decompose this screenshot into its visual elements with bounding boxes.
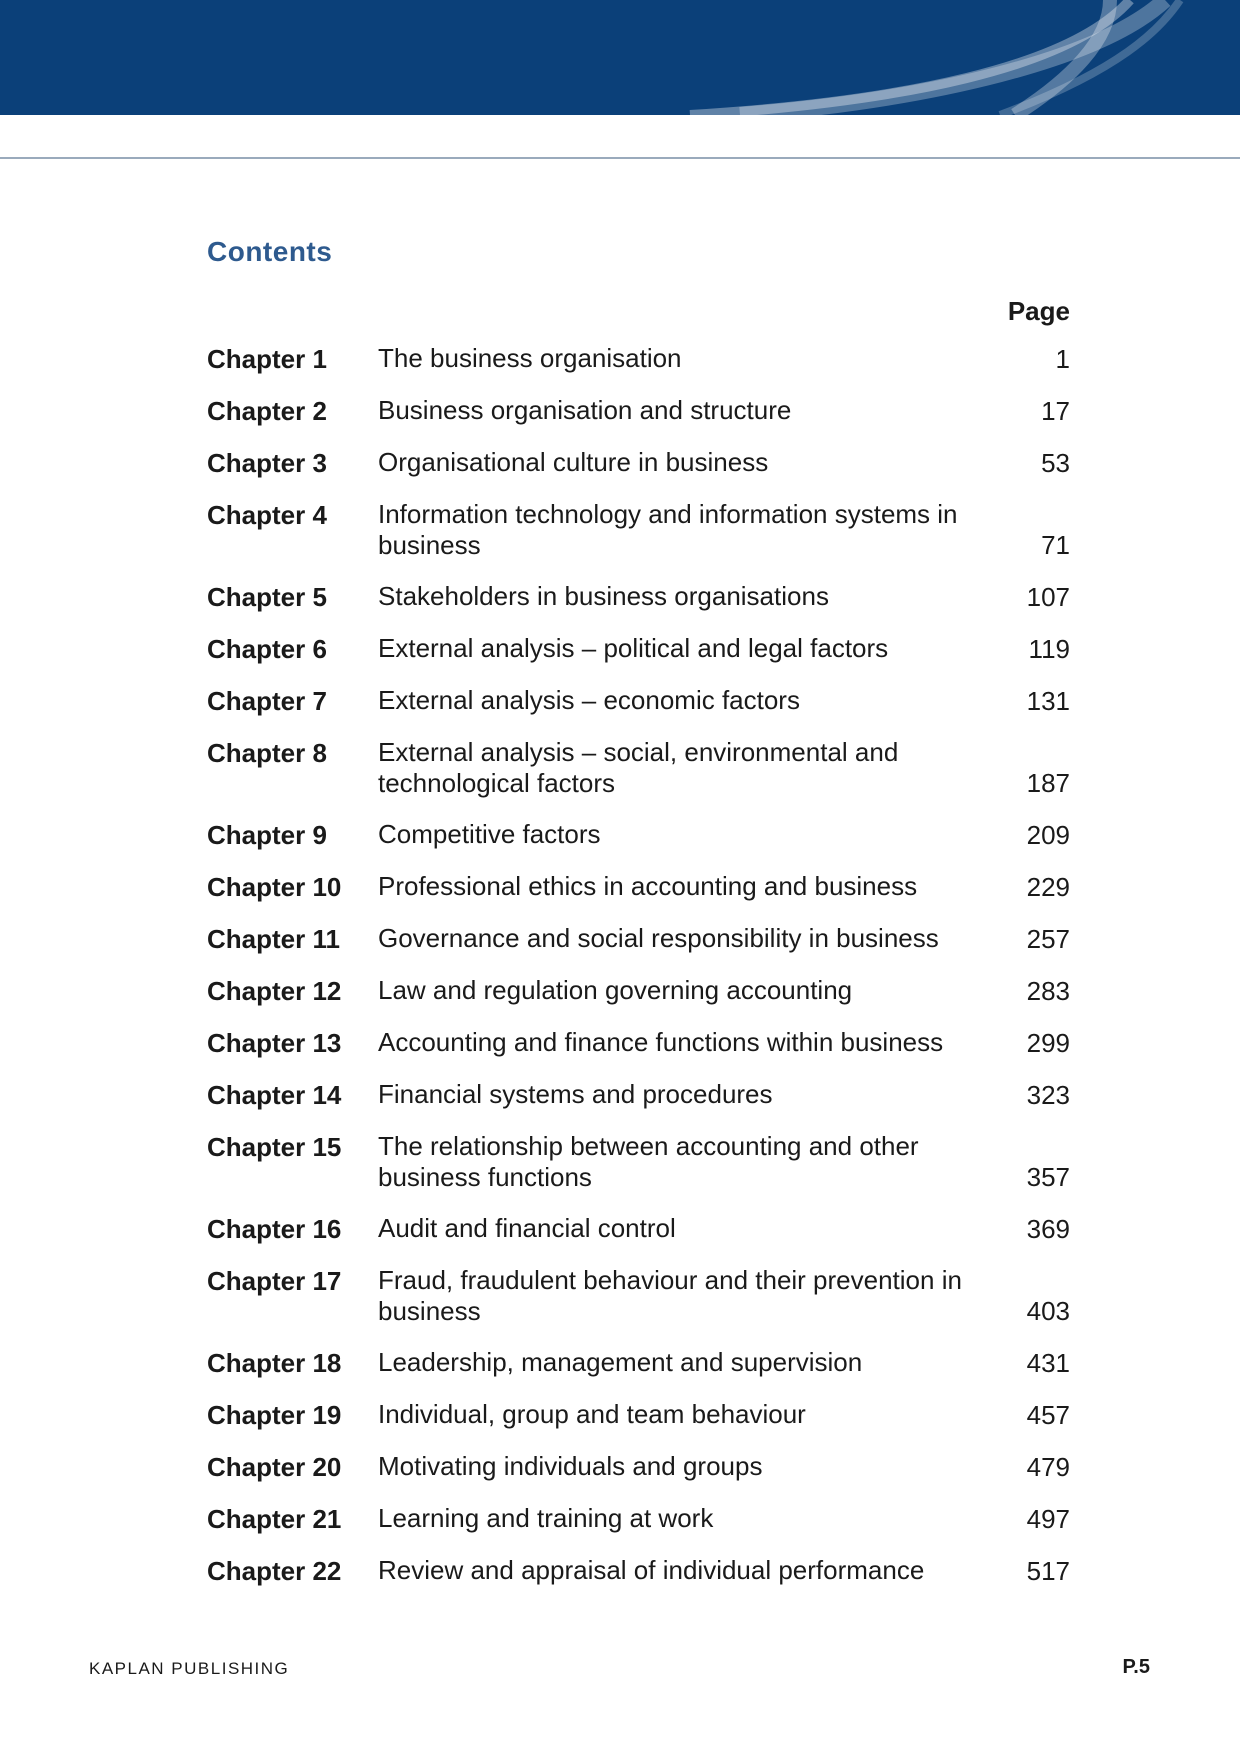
toc-chapter-label: Chapter 16 xyxy=(207,1214,342,1244)
toc-entry[interactable] xyxy=(207,343,1070,375)
toc-chapter-title: Competitive factors xyxy=(378,819,601,849)
toc-entry[interactable] xyxy=(207,499,1070,561)
toc-chapter-title: Learning and training at work xyxy=(378,1503,714,1533)
toc-chapter-title: Governance and social responsibility in business xyxy=(378,923,939,953)
toc-chapter-label: Chapter 7 xyxy=(207,686,327,716)
toc-chapter-label: Chapter 22 xyxy=(207,1556,342,1586)
table-of-contents xyxy=(207,343,1070,1607)
toc-chapter-label: Chapter 9 xyxy=(207,820,327,850)
toc-page-number: 209 xyxy=(1026,820,1070,850)
toc-chapter-label: Chapter 4 xyxy=(207,500,327,530)
toc-entry[interactable] xyxy=(207,1503,1070,1535)
toc-page-number: 431 xyxy=(1026,1348,1070,1378)
toc-chapter-label: Chapter 21 xyxy=(207,1504,342,1534)
toc-entry[interactable] xyxy=(207,1347,1070,1379)
toc-page-number: 1 xyxy=(1055,344,1070,374)
toc-chapter-title: External analysis – social, environmental and technological factors xyxy=(378,737,899,798)
toc-entry[interactable] xyxy=(207,633,1070,665)
toc-chapter-title: Audit and financial control xyxy=(378,1213,676,1243)
toc-chapter-title: Business organisation and structure xyxy=(378,395,792,425)
toc-chapter-label: Chapter 1 xyxy=(207,344,327,374)
toc-page-number: 403 xyxy=(1026,1296,1070,1326)
toc-chapter-title: Law and regulation governing accounting xyxy=(378,975,853,1005)
toc-chapter-title: Accounting and finance functions within business xyxy=(378,1027,944,1057)
toc-page-number: 497 xyxy=(1026,1504,1070,1534)
toc-chapter-label: Chapter 12 xyxy=(207,976,342,1006)
toc-chapter-label: Chapter 20 xyxy=(207,1452,342,1482)
toc-chapter-title: Motivating individuals and groups xyxy=(378,1451,763,1481)
toc-chapter-title: Individual, group and team behaviour xyxy=(378,1399,806,1429)
toc-entry[interactable] xyxy=(207,1555,1070,1587)
toc-entry[interactable] xyxy=(207,1451,1070,1483)
toc-page-number: 229 xyxy=(1026,872,1070,902)
toc-page-number: 131 xyxy=(1026,686,1070,716)
toc-chapter-label: Chapter 15 xyxy=(207,1132,342,1162)
toc-page-number: 257 xyxy=(1026,924,1070,954)
toc-chapter-label: Chapter 13 xyxy=(207,1028,342,1058)
toc-chapter-label: Chapter 17 xyxy=(207,1266,342,1296)
toc-entry[interactable] xyxy=(207,871,1070,903)
toc-entry[interactable] xyxy=(207,395,1070,427)
footer-page-number: P.5 xyxy=(1122,1656,1150,1678)
header-banner xyxy=(0,0,1240,115)
toc-page-number: 357 xyxy=(1026,1162,1070,1192)
toc-chapter-label: Chapter 18 xyxy=(207,1348,342,1378)
toc-page-number: 119 xyxy=(1028,634,1070,664)
toc-entry[interactable] xyxy=(207,1131,1070,1193)
toc-page-number: 479 xyxy=(1026,1452,1070,1482)
toc-chapter-label: Chapter 5 xyxy=(207,582,327,612)
toc-entry[interactable] xyxy=(207,1027,1070,1059)
toc-page-number: 53 xyxy=(1041,448,1070,478)
toc-entry[interactable] xyxy=(207,685,1070,717)
page-title: Contents xyxy=(207,236,333,267)
page-column-header: Page xyxy=(1007,296,1070,326)
toc-chapter-label: Chapter 8 xyxy=(207,738,327,768)
toc-page-number: 299 xyxy=(1026,1028,1070,1058)
toc-page-number: 187 xyxy=(1026,768,1070,798)
toc-page-number: 457 xyxy=(1026,1400,1070,1430)
toc-entry[interactable] xyxy=(207,923,1070,955)
toc-entry[interactable] xyxy=(207,1079,1070,1111)
toc-entry[interactable] xyxy=(207,1213,1070,1245)
toc-chapter-title: The relationship between accounting and other business functions xyxy=(378,1131,919,1192)
toc-page-number: 283 xyxy=(1026,976,1070,1006)
toc-chapter-title: Leadership, management and supervision xyxy=(378,1347,863,1377)
toc-entry[interactable] xyxy=(207,1265,1070,1327)
toc-chapter-label: Chapter 3 xyxy=(207,448,327,478)
toc-chapter-title: External analysis – political and legal factors xyxy=(378,633,889,663)
toc-page-number: 107 xyxy=(1026,582,1070,612)
toc-chapter-title: Fraud, fraudulent behaviour and their prevention in business xyxy=(378,1265,962,1326)
toc-chapter-title: Organisational culture in business xyxy=(378,447,769,477)
toc-entry[interactable] xyxy=(207,737,1070,799)
toc-entry[interactable] xyxy=(207,581,1070,613)
toc-page-number: 517 xyxy=(1026,1556,1070,1586)
toc-chapter-title: The business organisation xyxy=(378,343,682,373)
toc-chapter-label: Chapter 10 xyxy=(207,872,342,902)
toc-chapter-label: Chapter 14 xyxy=(207,1080,342,1110)
header-divider xyxy=(0,157,1240,159)
toc-page-number: 71 xyxy=(1041,530,1070,560)
toc-chapter-title: External analysis – economic factors xyxy=(378,685,800,715)
toc-entry[interactable] xyxy=(207,447,1070,479)
toc-chapter-title: Financial systems and procedures xyxy=(378,1079,773,1109)
toc-chapter-title: Information technology and information systems in business xyxy=(378,499,958,560)
toc-page-number: 323 xyxy=(1026,1080,1070,1110)
toc-chapter-label: Chapter 19 xyxy=(207,1400,342,1430)
toc-chapter-label: Chapter 6 xyxy=(207,634,327,664)
toc-chapter-title: Stakeholders in business organisations xyxy=(378,581,829,611)
toc-chapter-title: Review and appraisal of individual performance xyxy=(378,1555,925,1585)
toc-chapter-title: Professional ethics in accounting and business xyxy=(378,871,918,901)
footer-publisher: KAPLAN PUBLISHING xyxy=(89,1659,290,1678)
toc-page-number: 17 xyxy=(1041,396,1070,426)
toc-entry[interactable] xyxy=(207,1399,1070,1431)
toc-entry[interactable] xyxy=(207,975,1070,1007)
toc-chapter-label: Chapter 11 xyxy=(207,924,340,954)
toc-entry[interactable] xyxy=(207,819,1070,851)
toc-page-number: 369 xyxy=(1026,1214,1070,1244)
toc-chapter-label: Chapter 2 xyxy=(207,396,327,426)
